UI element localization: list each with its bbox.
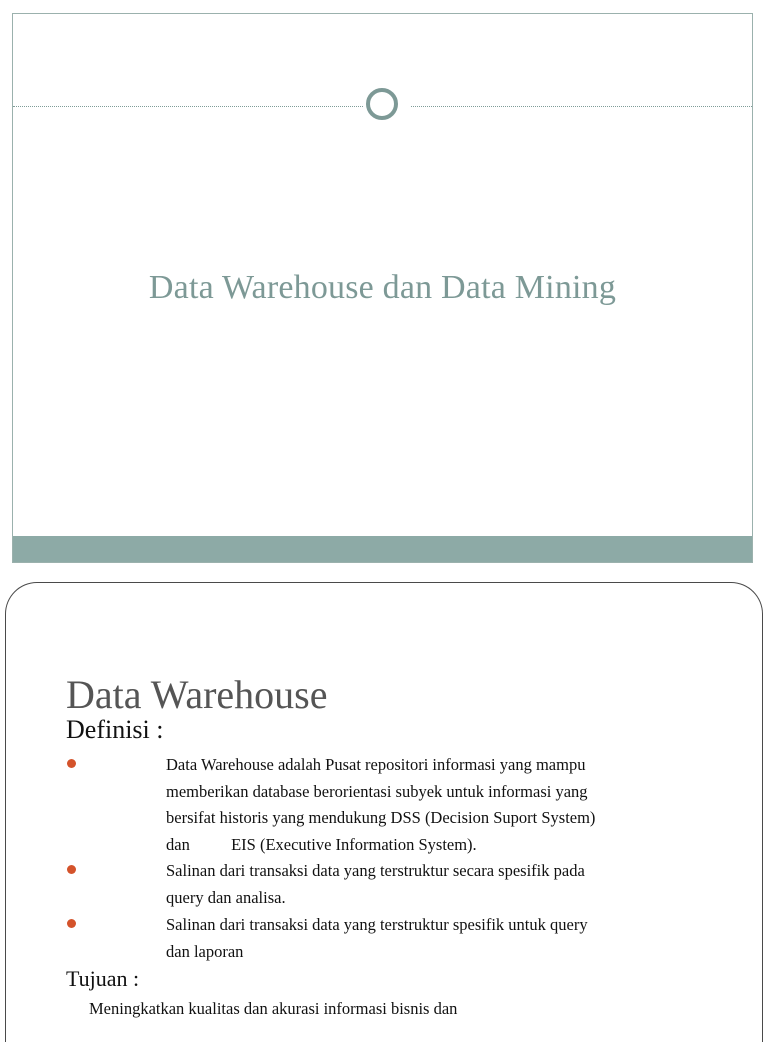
bullet-text [166,858,686,911]
text-line: query dan analisa. [166,887,286,907]
text-line: dan EIS (Executive Information System). [166,834,477,854]
slide-heading: Data Warehouse [66,672,328,717]
bullet-icon [67,759,76,768]
bullet-text [166,752,686,858]
text-line: Salinan dari transaksi data yang terstruktur spesifik untuk query [166,915,588,934]
title-slide [12,13,753,563]
slide-title: Data Warehouse dan Data Mining [148,269,617,306]
goal-text: Meningkatkan kualitas dan akurasi informasi bisnis dan [89,999,458,1018]
text-line: dan laporan [166,941,244,961]
definition-heading: Definisi : [66,715,164,744]
text-line: bersifat historis yang mendukung DSS (Decision Suport System) [166,808,596,827]
divider-line-right [411,106,752,107]
bullet-icon [67,865,76,874]
content-slide [5,582,763,1042]
divider-line-left [13,106,363,107]
text-line: Salinan dari transaksi data yang terstruktur secara spesifik pada [166,861,585,880]
text-line: memberikan database berorientasi subyek untuk informasi yang [166,781,588,801]
bullet-text [166,912,686,965]
text-line: Data Warehouse adalah Pusat repositori informasi yang mampu [166,755,586,774]
circle-ornament-icon [366,88,398,120]
footer-accent-bar [13,536,752,562]
goal-heading: Tujuan : [66,966,140,991]
bullet-icon [67,919,76,928]
